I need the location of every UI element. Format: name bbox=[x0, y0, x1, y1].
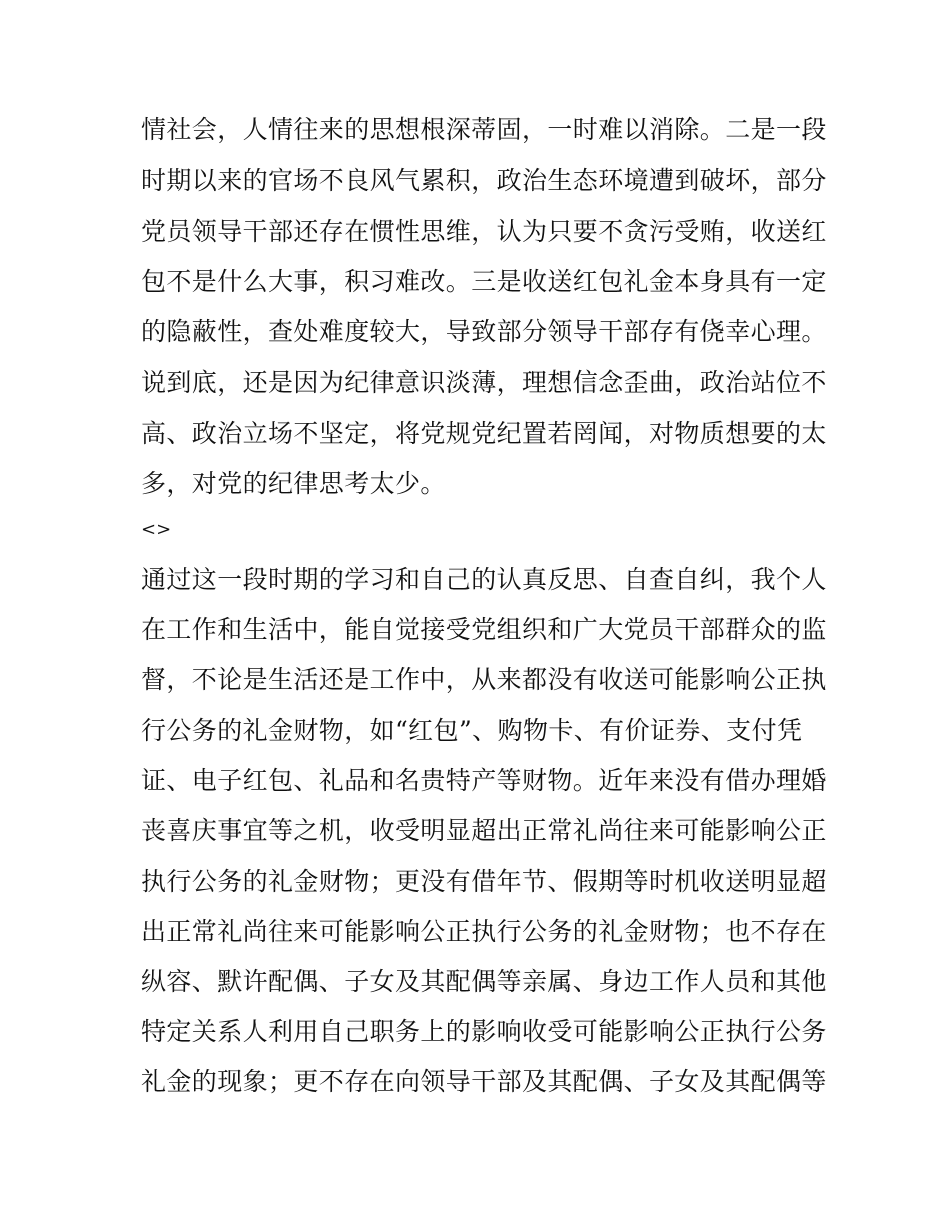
text-line: 特定关系人利用自己职务上的影响收受可能影响公正执行公务 bbox=[141, 1017, 827, 1046]
text-line: 情社会，人情往来的思想根深蒂固，一时难以消除。二是一段 bbox=[141, 115, 827, 144]
text-line: 出正常礼尚往来可能影响公正执行公务的礼金财物；也不存在 bbox=[141, 917, 827, 946]
text-line: 党员领导干部还存在惯性思维，认为只要不贪污受贿，收送红 bbox=[141, 217, 827, 246]
text-line: 行公务的礼金财物，如“红包”、购物卡、有价证券、支付凭 bbox=[141, 716, 803, 745]
text-line: 时期以来的官场不良风气累积，政治生态环境遭到破坏，部分 bbox=[141, 166, 827, 195]
text-line: 执行公务的礼金财物；更没有借年节、假期等时机收送明显超 bbox=[141, 867, 827, 896]
text-line: 说到底，还是因为纪律意识淡薄，理想信念歪曲，政治站位不 bbox=[141, 368, 827, 397]
text-line: 的隐蔽性，查处难度较大，导致部分领导干部存有侥幸心理。 bbox=[141, 317, 827, 346]
text-line: 证、电子红包、礼品和名贵特产等财物。近年来没有借办理婚 bbox=[141, 766, 827, 795]
text-line: 纵容、默许配偶、子女及其配偶等亲属、身边工作人员和其他 bbox=[141, 967, 827, 996]
text-line: 督，不论是生活还是工作中，从来都没有收送可能影响公正执 bbox=[141, 665, 827, 694]
section-separator: <> bbox=[141, 519, 172, 540]
text-line: 通过这一段时期的学习和自己的认真反思、自查自纠，我个人 bbox=[141, 565, 827, 594]
text-line: 礼金的现象；更不存在向领导干部及其配偶、子女及其配偶等 bbox=[141, 1067, 827, 1096]
text-line: 丧喜庆事宜等之机，收受明显超出正常礼尚往来可能影响公正 bbox=[141, 816, 827, 845]
text-line: 高、政治立场不坚定，将党规党纪置若罔闻，对物质想要的太 bbox=[141, 419, 827, 448]
text-line: 多，对党的纪律思考太少。 bbox=[141, 469, 446, 498]
text-line: 包不是什么大事，积习难改。三是收送红包礼金本身具有一定 bbox=[141, 267, 827, 296]
text-line: 在工作和生活中，能自觉接受党组织和广大党员干部群众的监 bbox=[141, 615, 827, 644]
